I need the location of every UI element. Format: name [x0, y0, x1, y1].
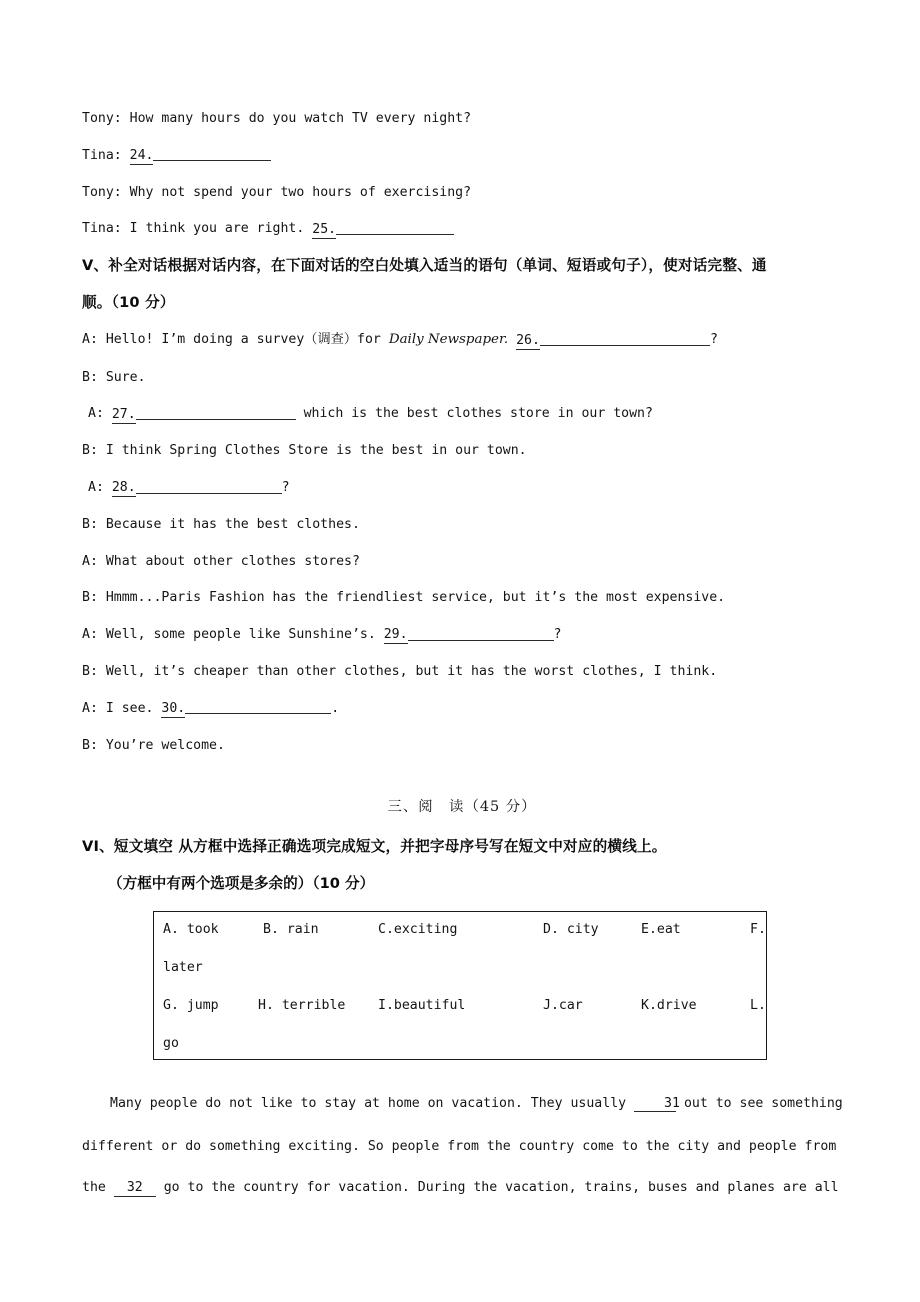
blank-number: 27. [111, 406, 136, 422]
dialogue-line-b-spring [82, 444, 842, 457]
word-bank-option-f[interactable]: F. [750, 922, 766, 937]
answer-blank-29[interactable] [384, 628, 554, 641]
section-v-heading-line1: V、补全对话根据对话内容，在下面对话的空白处填入适当的语句（单词、短语或句子），使对话完整、通 [82, 257, 767, 275]
dialogue-line-tony-2 [82, 186, 842, 199]
section-vi-heading: VI、短文填空 从方框中选择正确选项完成短文，并把字母序号写在短文中对应的横线上。 [82, 838, 667, 856]
line-text: out to see something [676, 1096, 843, 1111]
line-text: A: I see. [82, 700, 162, 716]
speaker-label: Tina: [82, 221, 122, 237]
word-bank-option-c[interactable]: C.exciting [378, 922, 458, 937]
dialogue-line-b-sure [82, 371, 842, 384]
speaker-label: Tony: [82, 184, 122, 200]
line-text: A: Well, some people like Sunshine’s. [82, 627, 384, 643]
line-suffix: ? [553, 627, 562, 643]
word-bank-option-l[interactable]: L. [750, 998, 766, 1013]
cloze-passage [82, 1097, 844, 1225]
blank-number: 25. [312, 221, 337, 237]
dialogue-line-tina-1 [82, 149, 842, 162]
line-text: A: Hello! I’m doing a survey（调查）for [82, 332, 389, 348]
answer-blank-28[interactable] [112, 481, 282, 494]
passage-gap-31[interactable]: 31 [634, 1097, 676, 1112]
line-text: B: I think Spring Clothes Store is the best in our town. [82, 443, 527, 459]
word-bank-row-1 [163, 922, 766, 937]
line-text: Many people do not like to stay at home on vacation. They usually [110, 1096, 635, 1111]
line-text: B: Because it has the best clothes. [82, 516, 360, 532]
speaker-label: Tina: [82, 147, 122, 163]
line-suffix: . [331, 700, 340, 716]
blank-rule [136, 481, 282, 494]
blank-rule [408, 628, 554, 641]
line-text [122, 148, 130, 163]
blank-number: 29. [383, 627, 408, 643]
blank-rule [336, 222, 454, 235]
dialogue-line-27 [82, 407, 842, 420]
word-bank-option-d[interactable]: D. city [543, 922, 599, 937]
line-text: A: [88, 480, 112, 496]
blank-number: 28. [111, 480, 136, 496]
word-bank-box [153, 911, 767, 1060]
content-column [82, 112, 842, 915]
word-bank-option-h[interactable]: H. terrible [258, 998, 346, 1013]
passage-line-1 [82, 1097, 844, 1112]
blank-number: 24. [129, 147, 154, 163]
line-text: B: You’re welcome. [82, 737, 225, 753]
dialogue-top-block [82, 112, 842, 236]
dialogue-line-a-whatabout [82, 555, 842, 568]
line-text: go to the country for vacation. During the vacation, trains, buses and planes are all [155, 1180, 839, 1196]
line-suffix: ? [281, 480, 290, 496]
dialogue-line-29 [82, 628, 842, 641]
line-suffix: ? [709, 332, 718, 348]
word-bank-option-e[interactable]: E.eat [641, 922, 681, 937]
section-vi-subheading: （方框中有两个选项是多余的）（10 分） [108, 874, 375, 892]
answer-blank-26[interactable] [516, 333, 710, 346]
word-bank-option-i[interactable]: I.beautiful [378, 998, 466, 1013]
word-bank-option-k[interactable]: K.drive [641, 998, 697, 1013]
word-bank-option-b[interactable]: B. rain [263, 922, 319, 937]
line-text: How many hours do you watch TV every night? [121, 111, 472, 126]
blank-rule [153, 149, 271, 162]
line-text: A: What about other clothes stores? [82, 553, 360, 569]
section-v-heading-line2: 顺。（10 分） [82, 293, 175, 311]
passage-line-2: different or do something exciting. So people from the country come to the city and people from [82, 1139, 837, 1155]
dialogue-line-b-cheaper [82, 665, 842, 678]
speaker-label: Tony: [82, 111, 122, 126]
dialogue-line-tina-2 [82, 222, 842, 235]
word-bank-option-g[interactable]: G. jump [163, 998, 219, 1013]
dialogue-line-b-paris [82, 591, 842, 604]
line-text: B: Well, it’s cheaper than other clothes, but it has the worst clothes, I think. [82, 663, 718, 679]
word-bank-option-f-continuation[interactable]: later [163, 960, 203, 975]
dialogue-line-b-because [82, 518, 842, 531]
dialogue-line-b-welcome [82, 739, 842, 752]
section-v-heading [82, 259, 842, 310]
line-suffix: which is the best clothes store in our town? [295, 406, 653, 422]
line-text [508, 333, 516, 348]
answer-blank-30[interactable] [161, 702, 331, 715]
line-text: Why not spend your two hours of exercising? [121, 184, 472, 200]
section-v-dialogue [82, 333, 842, 751]
blank-number: 30. [161, 700, 186, 716]
answer-blank-25[interactable] [312, 222, 454, 235]
blank-rule [540, 333, 710, 346]
dialogue-line-28 [82, 481, 842, 494]
line-text: I think you are right. [121, 221, 313, 237]
blank-rule [185, 702, 331, 715]
dialogue-line-tony-1 [82, 112, 842, 125]
word-bank-option-j[interactable]: J.car [543, 998, 583, 1013]
dialogue-line-26 [82, 333, 842, 347]
answer-blank-24[interactable] [130, 149, 272, 162]
word-bank-row-2 [163, 998, 766, 1013]
line-text: B: Hmmm...Paris Fashion has the friendliest service, but it’s the most expensive. [82, 590, 726, 606]
blank-number: 26. [516, 332, 540, 348]
line-text: A: [88, 406, 112, 422]
passage-gap-32[interactable]: 32 [114, 1181, 156, 1196]
newspaper-title: Daily Newspaper. [388, 332, 509, 348]
passage-line-3 [82, 1181, 844, 1196]
answer-blank-27[interactable] [112, 407, 296, 420]
part-three-heading: 三、阅 读（45 分） [387, 798, 537, 815]
line-text: B: Sure. [82, 369, 146, 385]
word-bank-option-l-continuation[interactable]: go [163, 1036, 179, 1051]
word-bank-option-a[interactable]: A. took [163, 922, 219, 937]
blank-rule [136, 407, 296, 420]
dialogue-line-30 [82, 702, 842, 715]
line-text: the [82, 1180, 114, 1196]
